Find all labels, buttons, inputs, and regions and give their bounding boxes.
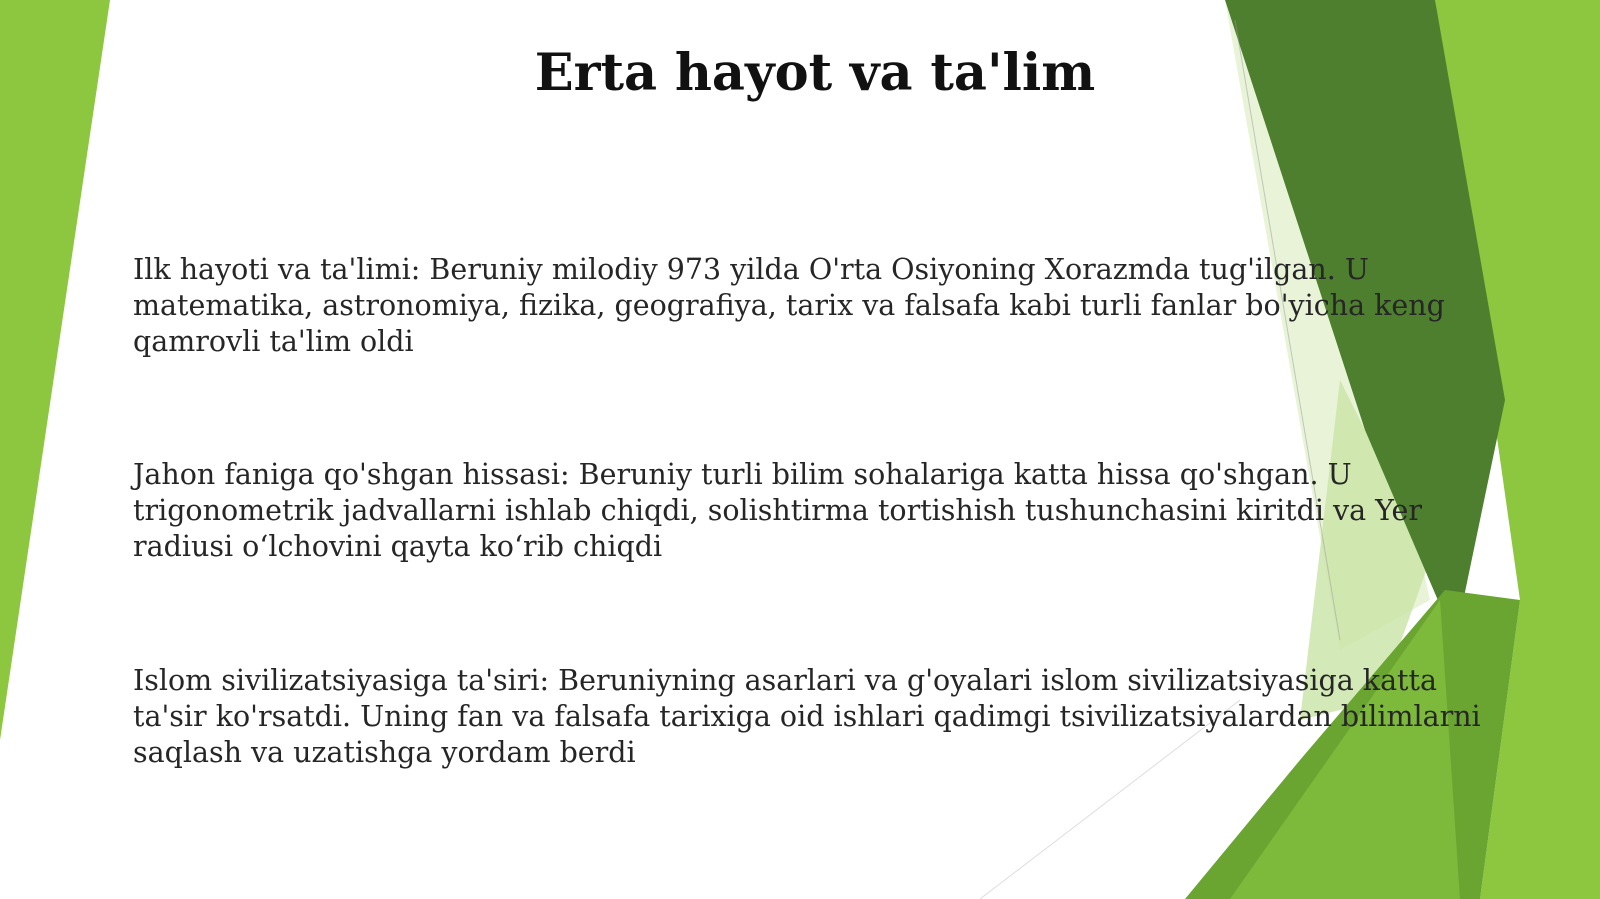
paragraph-early-life: Ilk hayoti va ta'limi: Beruniy milodiy 973 yilda O'rta Osiyoning Xorazmda tug'ilgan. U matematika, astronomiya, fizika, geografiya, tarix va falsafa kabi turli fanlar bo'yicha keng qamrovli ta'lim oldi [133,253,1445,358]
left-green-wedge [0,0,110,740]
paragraph-islamic-civilization: Islom sivilizatsiyasiga ta'siri: Beruniyning asarlari va g'oyalari islom sivilizatsiyasiga katta ta'sir ko'rsatdi. Uning fan va falsafa tarixiga oid ishlari qadimgi tsivilizatsiyalardan bilimlarni saqlash va uzatishga yordam berdi [133,664,1481,769]
paragraph-world-science: Jahon faniga qo'shgan hissasi: Beruniy turli bilim sohalariga katta hissa qo'shgan. U trigonometrik jadvallarni ishlab chiqdi, solishtirma tortishish tushunchasini kiritdi va Yer radiusi o‘lchovini qayta ko‘rib chiqdi [133,458,1422,563]
slide-title: Erta hayot va ta'lim [534,43,1096,103]
